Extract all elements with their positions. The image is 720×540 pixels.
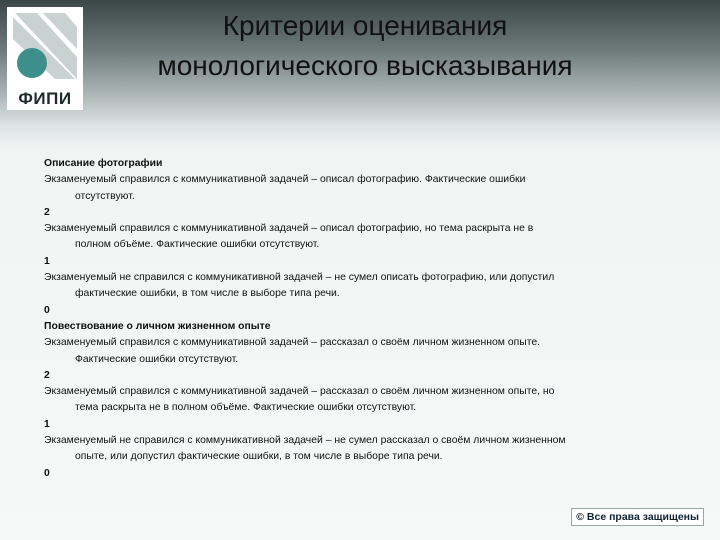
criteria-text [44, 156, 664, 482]
title-line-2: монологического высказывания [157, 50, 573, 81]
title-line-1: Критерии оценивания [222, 10, 508, 41]
criteria-line: Экзаменуемый справился с коммуникативной задачей – описал фотографию, но тема раскрыта не в [44, 223, 534, 235]
criteria-line: 2 [44, 369, 50, 381]
criteria-line: 1 [44, 255, 50, 267]
criteria-line: 0 [44, 304, 50, 316]
criteria-line: Экзаменуемый справился с коммуникативной задачей – рассказал о своём личном жизненном опыте, но [44, 386, 555, 398]
criteria-line: фактические ошибки, в том числе в выборе типа речи. [75, 288, 340, 300]
criteria-line: тема раскрыта не в полном объёме. Фактические ошибки отсутствуют. [75, 402, 417, 414]
criteria-line: Экзаменуемый справился с коммуникативной задачей – описал фотографию. Фактические ошибки [44, 174, 526, 186]
logo-emblem-icon [7, 7, 83, 87]
page-title [100, 6, 630, 86]
criteria-line: 1 [44, 418, 50, 430]
criteria-line: Описание фотографии [44, 158, 163, 169]
criteria-line: 0 [44, 467, 50, 479]
criteria-line: 2 [44, 206, 50, 218]
criteria-line: Экзаменуемый не справился с коммуникативной задачей – не сумел описать фотографию, или допустил [44, 272, 555, 284]
logo-text: ФИПИ [18, 89, 72, 108]
criteria-line: Фактические ошибки отсутствуют. [75, 353, 239, 365]
criteria-line: Экзаменуемый не справился с коммуникативной задачей – не сумел рассказал о своём личном жизненном [44, 435, 566, 447]
copyright-badge: © Все права защищены [571, 508, 704, 526]
criteria-line: отсутствуют. [75, 190, 135, 202]
criteria-line: Экзаменуемый справился с коммуникативной задачей – рассказал о своём личном жизненном опыте. [44, 337, 541, 349]
criteria-line: опыте, или допустил фактические ошибки, в том числе в выборе типа речи. [75, 451, 443, 463]
fipi-logo [7, 7, 83, 110]
criteria-line: Повествование о личном жизненном опыте [44, 320, 271, 332]
criteria-line: полном объёме. Фактические ошибки отсутствуют. [75, 239, 320, 251]
